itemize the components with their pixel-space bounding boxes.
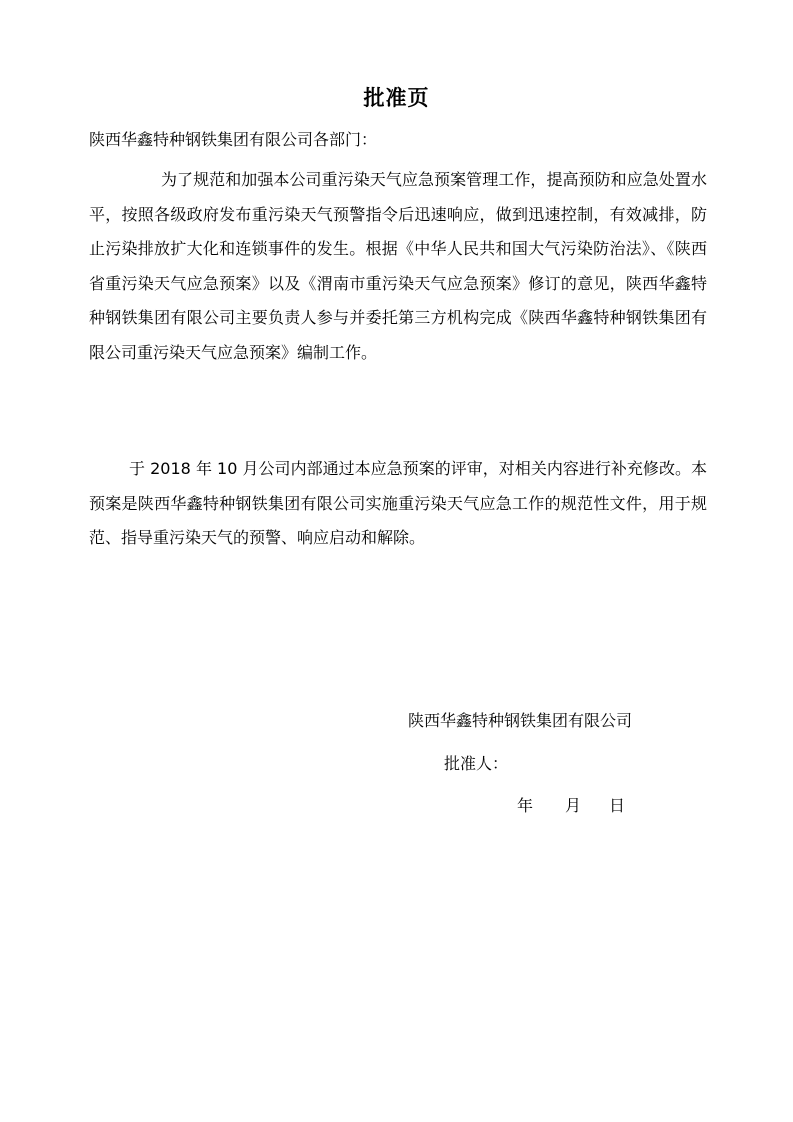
body-paragraph-1: 为了规范和加强本公司重污染天气应急预案管理工作，提高预防和应急处置水平，按照各级政府发布重污染天气预警指令后迅速响应，做到迅速控制，有效减排，防止污染排放扩大化和连锁事件的发生。根据《中华人民共和国大气污染防治法》、《陕西省重污染天气应急预案》以及《渭南市重污染天气应急预案》修订的意见，陕西华鑫特种钢铁集团有限公司主要负责人参与并委托第三方机构完成《陕西华鑫特种钢铁集团有限公司重污染天气应急预案》编制工作。 [89,170,707,362]
date-day-label: 日 [609,796,626,815]
signature-approver-label: 批准人： [444,754,509,773]
salutation: 陕西华鑫特种钢铁集团有限公司各部门： [89,130,378,149]
page-title: 批准页 [363,86,430,110]
signature-date-line [517,795,625,817]
body-paragraph-2: 于 2018 年 10 月公司内部通过本应急预案的评审，对相关内容进行补充修改。本预案是陕西华鑫特种钢铁集团有限公司实施重污染天气应急工作的规范性文件，用于规范、指导重污染天气的预警、响应启动和解除。 [89,459,707,547]
date-year-label: 年 [517,796,534,815]
signature-company: 陕西华鑫特种钢铁集团有限公司 [408,711,633,730]
date-month-label: 月 [565,796,582,815]
